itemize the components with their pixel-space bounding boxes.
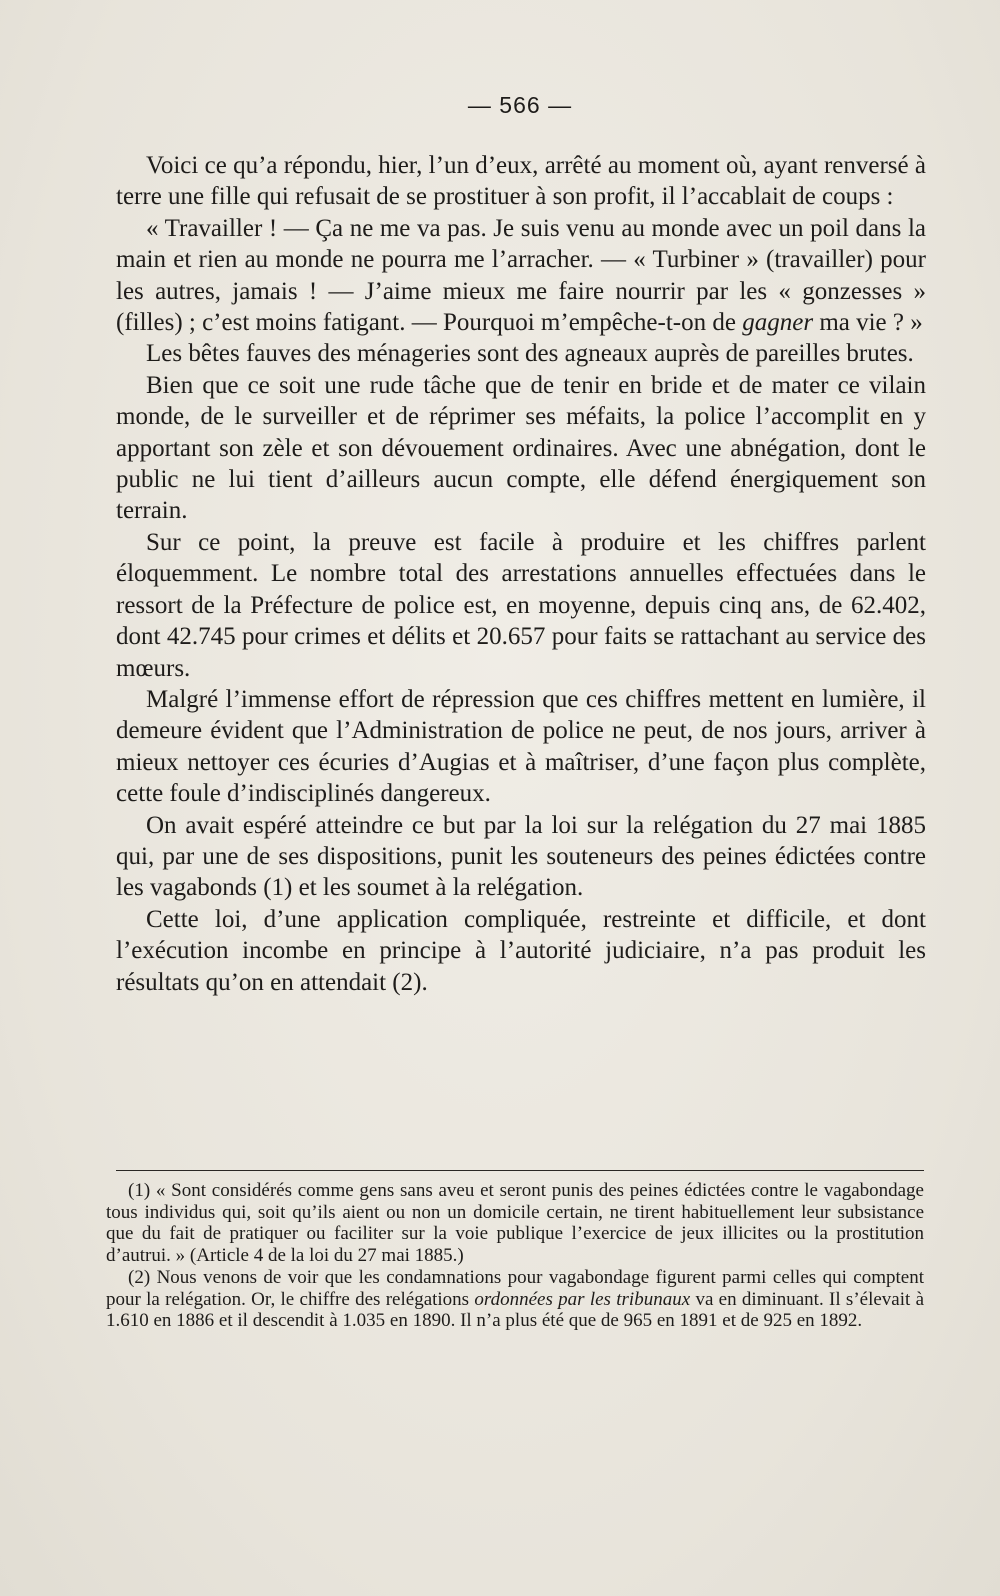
footnote-1: (1) « Sont considérés comme gens sans aveu et seront punis des peines édictées contre le vagabondage tous individus qui, soit qu’ils aient ou non un domicile certain, ne tirent habituellement leur subsistance que du fait de pratiquer ou faciliter sur la voie publique l’exercice de jeux illicites ou la prostitution d’autrui. » (Article 4 de la loi du 27 mai 1885.) (106, 1180, 924, 1267)
paragraph-8: Cette loi, d’une application compliquée, restreinte et difficile, et dont l’exécution incombe en principe à l’autorité judiciaire, n’a pas produit les résultats qu’on en attendait (2). (116, 905, 926, 996)
page-number: — 566 — (467, 92, 573, 118)
paragraph-3: Les bêtes fauves des ménageries sont des agneaux auprès de pareilles brutes. (146, 340, 914, 368)
quote-text-start: « Travailler ! — Ça ne me va pas. Je suis venu au monde avec un poil dans la main et rien au monde ne pourra me l’arracher. — « Turbiner » (travailler) pour les autres, jamais ! — J’aime mieux me faire nourrir par les « gonzesses » (filles) ; c’est moins fatigant. — Pourquoi m’empêche-t-on de (116, 214, 926, 337)
footnote-2-italic: ordonnées par les tribunaux (474, 1288, 691, 1310)
footnote-2-start: (2) Nous venons de voir que les condamnations pour vagabondage figurent parmi celles qui comptent pour la relégation. Or, le chiffre des relégations (106, 1266, 924, 1310)
quote-text-end: ma vie ? » (813, 309, 923, 337)
paragraph-1: Voici ce qu’a répondu, hier, l’un d’eux, arrêté au moment où, ayant renversé à terre une fille qui refusait de se prostituer à son profit, il l’accablait de coups : (116, 152, 926, 211)
footnote-2-end: va en diminuant. Il s’élevait à 1.610 en 1886 et il descendit à 1.035 en 1890. Il n’a plus été que de 965 en 1891 et de 925 en 1892. (106, 1288, 925, 1332)
footnote-2 (106, 1267, 924, 1332)
main-text (116, 150, 926, 998)
paragraph-7: On avait espéré atteindre ce but par la loi sur la relégation du 27 mai 1885 qui, par une de ses dispositions, punit les souteneurs des peines édictées contre les vagabonds (1) et les soumet à la relégation. (116, 811, 926, 902)
paragraph-5: Sur ce point, la preuve est facile à produire et les chiffres parlent éloquemment. Le nombre total des arrestations annuelles effectuées dans le ressort de la Préfecture de police est, en moyenne, depuis cinq ans, de 62.402, dont 42.745 pour crimes et délits et 20.657 pour faits se rattachant au service des mœurs. (116, 528, 926, 682)
paragraph-2 (116, 213, 926, 339)
italic-word-gagner: gagner (742, 309, 814, 337)
paragraph-4: Bien que ce soit une rude tâche que de tenir en bride et de mater ce vilain monde, de le surveiller et de réprimer ses méfaits, la police l’accomplit en y apportant son zèle et son dévouement ordinaires. Avec une abnégation, dont le public ne lui tient d’ailleurs aucun compte, elle défend énergiquement son terrain. (116, 371, 926, 525)
footnote-divider (116, 1170, 924, 1171)
paragraph-6: Malgré l’immense effort de répression que ces chiffres mettent en lumière, il demeure évident que l’Administration de police ne peut, de nos jours, arriver à mieux nettoyer ces écuries d’Augias et à maîtriser, d’une façon plus complète, cette foule d’indisciplinés dangereux. (116, 685, 926, 808)
footnotes (106, 1180, 924, 1332)
